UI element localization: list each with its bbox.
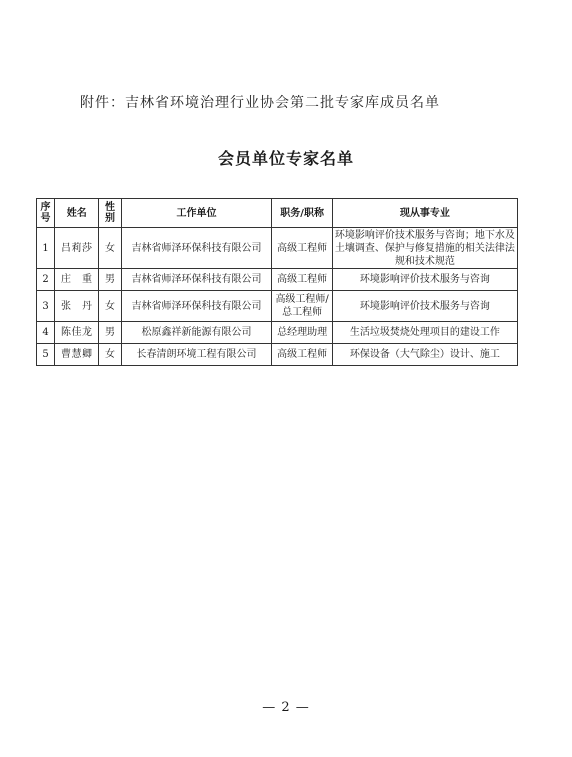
table-row <box>37 269 518 291</box>
cell-name: 张 丹 <box>55 291 99 322</box>
cell-unit: 长春清朗环境工程有限公司 <box>121 344 272 366</box>
cell-no: 5 <box>37 344 55 366</box>
header-field: 现从事专业 <box>332 199 517 228</box>
table-row <box>37 291 518 322</box>
cell-position: 高级工程师 <box>272 344 332 366</box>
cell-no: 1 <box>37 228 55 269</box>
cell-gender: 女 <box>99 228 121 269</box>
header-name: 姓名 <box>55 199 99 228</box>
cell-name: 吕莉莎 <box>55 228 99 269</box>
cell-unit: 吉林省师泽环保科技有限公司 <box>121 228 272 269</box>
cell-position: 高级工程师/总工程师 <box>272 291 332 322</box>
cell-position: 高级工程师 <box>272 228 332 269</box>
cell-position: 高级工程师 <box>272 269 332 291</box>
cell-gender: 女 <box>99 291 121 322</box>
cell-no: 3 <box>37 291 55 322</box>
cell-field: 环境影响评价技术服务与咨询；地下水及土壤调查、保护与修复措施的相关法律法规和技术规范 <box>332 228 517 269</box>
cell-position: 总经理助理 <box>272 322 332 344</box>
cell-field: 环保设备（大气除尘）设计、施工 <box>332 344 517 366</box>
header-gender: 性别 <box>99 199 121 228</box>
cell-unit: 松原鑫祥新能源有限公司 <box>121 322 272 344</box>
cell-name: 曹慧卿 <box>55 344 99 366</box>
cell-gender: 男 <box>99 322 121 344</box>
table-row <box>37 344 518 366</box>
cell-gender: 男 <box>99 269 121 291</box>
cell-field: 环境影响评价技术服务与咨询 <box>332 291 517 322</box>
page-number: — 2 — <box>262 700 310 715</box>
cell-gender: 女 <box>99 344 121 366</box>
expert-table <box>36 198 518 366</box>
table-row <box>37 322 518 344</box>
cell-name: 庄 重 <box>55 269 99 291</box>
cell-no: 2 <box>37 269 55 291</box>
table-row <box>37 228 518 269</box>
attachment-heading: 附件：吉林省环境治理行业协会第二批专家库成员名单 <box>80 95 440 111</box>
cell-unit: 吉林省师泽环保科技有限公司 <box>121 291 272 322</box>
cell-name: 陈佳龙 <box>55 322 99 344</box>
cell-field: 生活垃圾焚烧处理项目的建设工作 <box>332 322 517 344</box>
cell-unit: 吉林省师泽环保科技有限公司 <box>121 269 272 291</box>
cell-no: 4 <box>37 322 55 344</box>
table-header-row <box>37 199 518 228</box>
cell-field: 环境影响评价技术服务与咨询 <box>332 269 517 291</box>
header-position: 职务/职称 <box>272 199 332 228</box>
header-no: 序号 <box>37 199 55 228</box>
header-unit: 工作单位 <box>121 199 272 228</box>
table-title: 会员单位专家名单 <box>217 149 354 168</box>
